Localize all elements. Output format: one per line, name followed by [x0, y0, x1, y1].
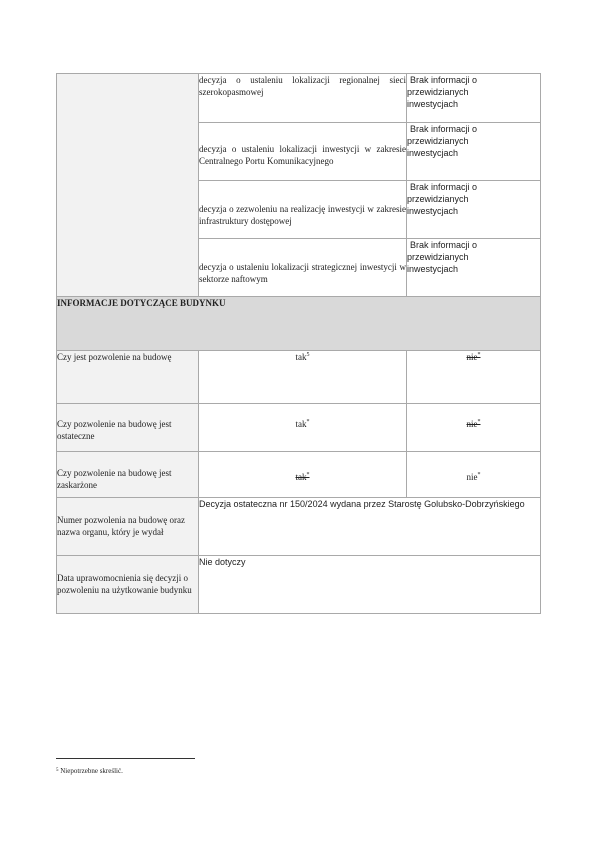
footnote-ref: *	[477, 352, 481, 358]
footnote-ref: *	[306, 419, 310, 425]
decision-status-line: przewidzianych	[407, 87, 469, 97]
answer-no	[407, 351, 541, 404]
footnote-mark: 5	[56, 768, 59, 773]
decision-status	[407, 239, 541, 297]
answer-yes	[199, 351, 407, 404]
decision-status-line: Brak informacji o	[410, 240, 478, 250]
footnote-ref: *	[477, 472, 481, 478]
decision-status-line: Brak informacji o	[410, 182, 478, 192]
answer-yes-text: tak	[295, 472, 307, 482]
footnote-separator	[56, 758, 195, 759]
footnote-ref: *	[477, 419, 481, 425]
decision-status-line: inwestycjach	[407, 99, 459, 109]
decision-status-line: przewidzianych	[407, 252, 469, 262]
property-info-table	[56, 73, 541, 614]
answer-no-text: nie	[466, 472, 478, 482]
decision-status-line: Brak informacji o	[410, 75, 478, 85]
building-question-label: Czy pozwolenie na budowę jest ostateczne	[57, 404, 199, 452]
decision-status-line: inwestycjach	[407, 264, 459, 274]
answer-yes	[199, 452, 407, 498]
answer-no	[407, 452, 541, 498]
decision-status	[407, 181, 541, 239]
decision-status-line: przewidzianych	[407, 136, 469, 146]
answer-no-text: nie	[466, 352, 478, 362]
answer-yes-text: tak	[295, 352, 307, 362]
footnote	[56, 767, 123, 776]
empty-label-cell	[57, 74, 199, 297]
footnote-text: Niepotrzebne skreślić.	[60, 767, 123, 775]
decision-status	[407, 123, 541, 181]
answer-no	[407, 404, 541, 452]
decision-description: decyzja o ustaleniu lokalizacji regionalnej sieci szerokopasmowej	[199, 74, 407, 123]
building-question-label: Czy pozwolenie na budowę jest zaskarżone	[57, 452, 199, 498]
occupancy-date-label: Data uprawomocnienia się decyzji o pozwoleniu na użytkowanie budynku	[57, 556, 199, 614]
decision-description: decyzja o ustaleniu lokalizacji inwestycji w zakresie Centralnego Portu Komunikacyjnego	[199, 123, 407, 181]
answer-yes	[199, 404, 407, 452]
building-question-label: Czy jest pozwolenie na budowę	[57, 351, 199, 404]
answer-yes-text: tak	[295, 419, 307, 429]
permit-number-value: Decyzja ostateczna nr 150/2024 wydana przez Starostę Golubsko-Dobrzyńskiego	[199, 498, 541, 556]
decision-description: decyzja o zezwoleniu na realizację inwestycji w zakresie infrastruktury dostępowej	[199, 181, 407, 239]
decision-status-line: inwestycjach	[407, 206, 459, 216]
occupancy-date-value: Nie dotyczy	[199, 556, 541, 614]
decision-description: decyzja o ustaleniu lokalizacji strategicznej inwestycji w sektorze naftowym	[199, 239, 407, 297]
answer-no-text: nie	[466, 419, 478, 429]
permit-number-label: Numer pozwolenia na budowę oraz nazwa organu, który je wydał	[57, 498, 199, 556]
decision-status-line: inwestycjach	[407, 148, 459, 158]
section-title: INFORMACJE DOTYCZĄCE BUDYNKU	[57, 297, 541, 351]
decision-status-line: Brak informacji o	[410, 124, 478, 134]
footnote-ref: *	[306, 472, 310, 478]
decision-status	[407, 74, 541, 123]
decision-status-line: przewidzianych	[407, 194, 469, 204]
footnote-ref: 5	[306, 352, 310, 358]
